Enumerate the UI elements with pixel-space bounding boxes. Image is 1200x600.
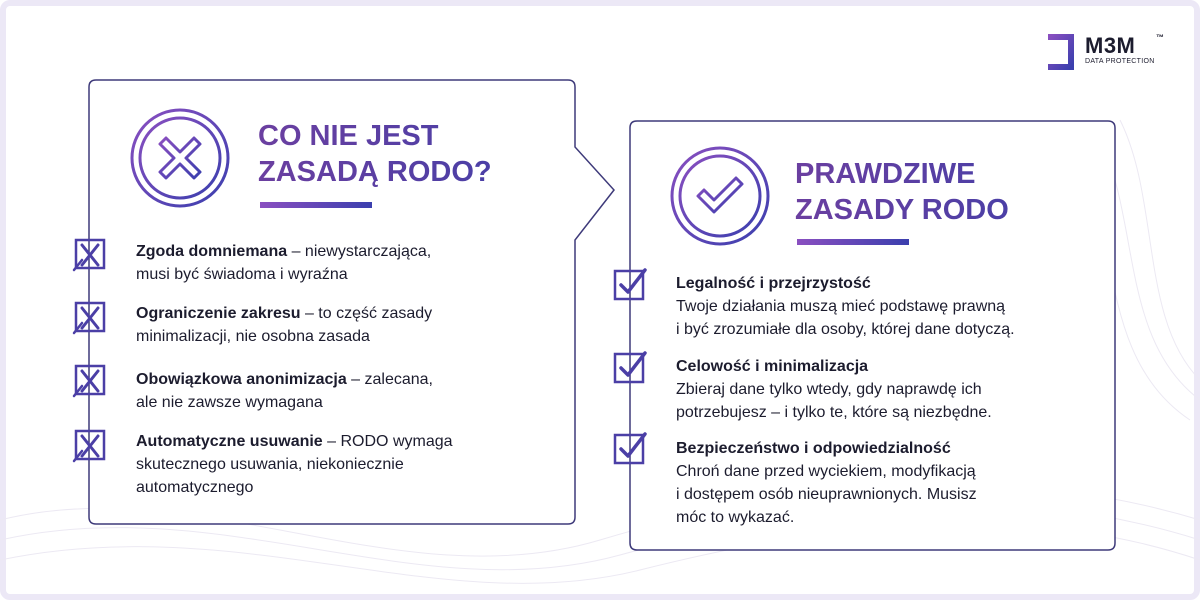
logo-tagline: DATA PROTECTION bbox=[1085, 58, 1155, 65]
item-heading: Celowość i minimalizacja bbox=[676, 358, 869, 375]
item-text-line2: ale nie zawsze wymagana bbox=[136, 394, 323, 411]
item-text: – zalecana, bbox=[346, 371, 433, 388]
list-item bbox=[676, 272, 1015, 341]
left-title-line1: CO NIE JEST bbox=[258, 120, 439, 152]
list-item bbox=[136, 368, 433, 414]
item-bold: Obowiązkowa anonimizacja bbox=[136, 371, 347, 388]
list-item bbox=[136, 302, 432, 348]
left-title-line2: ZASADĄ RODO? bbox=[258, 156, 492, 188]
list-item bbox=[676, 355, 992, 424]
item-text-line2: skutecznego usuwania, niekoniecznie bbox=[136, 456, 404, 473]
item-text-line3: automatycznego bbox=[136, 479, 254, 496]
x-box-icon bbox=[72, 299, 108, 335]
item-bold: Automatyczne usuwanie bbox=[136, 433, 323, 450]
item-heading: Legalność i przejrzystość bbox=[676, 275, 871, 292]
item-text-line1: Zbieraj dane tylko wtedy, gdy naprawdę ich bbox=[676, 381, 982, 398]
list-item bbox=[136, 430, 453, 499]
item-text: – niewystarczająca, bbox=[287, 243, 432, 260]
check-box-icon bbox=[612, 266, 648, 302]
check-box-icon bbox=[612, 349, 648, 385]
item-text-line2: musi być świadoma i wyraźna bbox=[136, 266, 348, 283]
item-heading: Bezpieczeństwo i odpowiedzialność bbox=[676, 440, 951, 457]
list-item bbox=[136, 240, 431, 286]
item-text: – to część zasady bbox=[300, 305, 433, 322]
x-box-icon bbox=[72, 236, 108, 272]
left-title bbox=[258, 118, 492, 190]
item-text-line2: i dostępem osób nieuprawnionych. Musisz bbox=[676, 486, 977, 503]
logo-name: M3M bbox=[1085, 33, 1136, 58]
x-circle-icon bbox=[128, 106, 232, 210]
list-item bbox=[676, 437, 977, 529]
check-box-icon bbox=[612, 430, 648, 466]
x-box-icon bbox=[72, 427, 108, 463]
x-box-icon bbox=[72, 362, 108, 398]
item-bold: Zgoda domniemana bbox=[136, 243, 288, 260]
check-circle-icon bbox=[668, 144, 772, 248]
left-title-underline bbox=[260, 202, 372, 208]
item-text-line2: minimalizacji, nie osobna zasada bbox=[136, 328, 370, 345]
item-text-line3: móc to wykazać. bbox=[676, 509, 795, 526]
item-text-line1: Chroń dane przed wyciekiem, modyfikacją bbox=[676, 463, 976, 480]
logo-trademark: ™ bbox=[1156, 33, 1164, 42]
item-text: – RODO wymaga bbox=[322, 433, 453, 450]
right-title-line2: ZASADY RODO bbox=[795, 194, 1009, 226]
right-title-underline bbox=[797, 239, 909, 245]
item-text-line1: Twoje działania muszą mieć podstawę prawną bbox=[676, 298, 1006, 315]
item-text-line2: i być zrozumiałe dla osoby, której dane dotyczą. bbox=[676, 321, 1015, 338]
item-text-line2: potrzebujesz – i tylko te, które są niezbędne. bbox=[676, 404, 992, 421]
item-bold: Ograniczenie zakresu bbox=[136, 305, 301, 322]
right-title-line1: PRAWDZIWE bbox=[795, 158, 976, 190]
right-title bbox=[795, 156, 1009, 228]
